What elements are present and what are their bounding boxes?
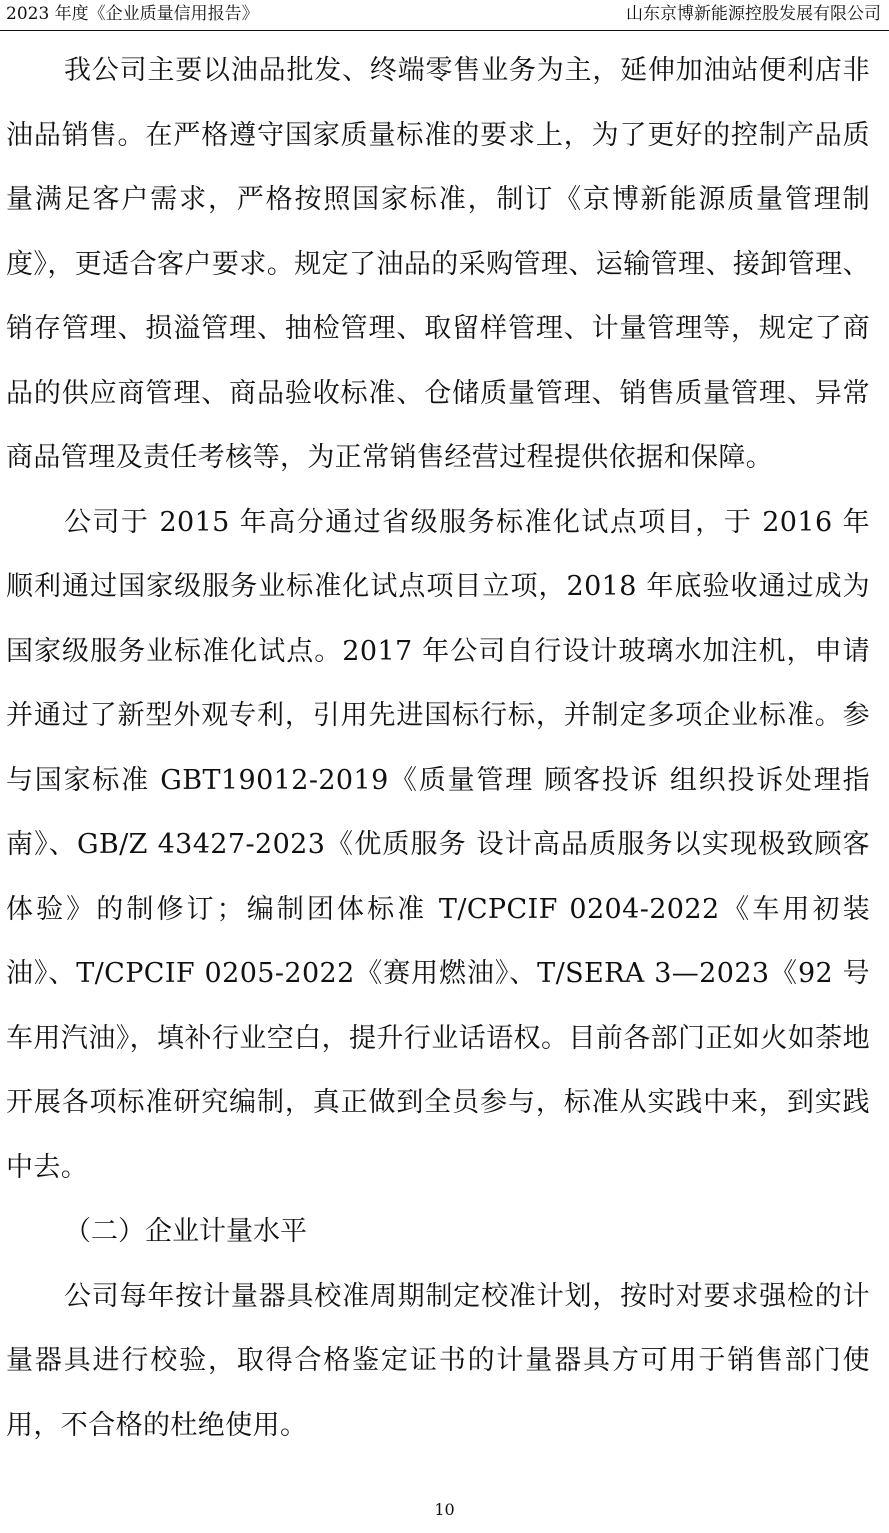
document-body (6, 39, 870, 1458)
page-header (0, 0, 889, 31)
section-heading-metrology: （二）企业计量水平 (64, 1216, 307, 1247)
page-number: 10 (434, 1500, 455, 1519)
header-report-title: 2023 年度《企业质量信用报告》 (6, 4, 259, 24)
paragraph-metrology: 公司每年按计量器具校准周期制定校准计划，按时对要求强检的计量器具进行校验，取得合格鉴定证书的计量器具方可用于销售部门使用，不合格的杜绝使用。 (6, 1280, 870, 1441)
paragraph-standardization: 公司于 2015 年高分通过省级服务标准化试点项目，于 2016 年顺利通过国家级服务业标准化试点项目立项，2018 年底验收通过成为国家级服务业标准化试点。2017 年公司自行设计玻璃水加注机，申请并通过了新型外观专利，引用先进国标行标，并制定多项企业标准。参与国家标准 GBT19012-2019《质量管理 顾客投诉 组织投诉处理指南》、GB/Z 43427-2023《优质服务 设计高品质服务以实现极致顾客体验》的制修订；编制团体标准 T/CPCIF 0204-2022《车用初装油》、T/CPCIF 0205-2022《赛用燃油》、T/SERA 3—2023《92 号车用汽油》，填补行业空白，提升行业话语权。目前各部门正如火如荼地开展各项标准研究编制，真正做到全员参与，标准从实践中来，到实践中去。 (6, 506, 870, 1183)
header-company-name: 山东京博新能源控股发展有限公司 (626, 4, 881, 24)
paragraph-quality-management: 我公司主要以油品批发、终端零售业务为主，延伸加油站便利店非油品销售。在严格遵守国家质量标准的要求上，为了更好的控制产品质量满足客户需求，严格按照国家标准，制订《京博新能源质量管理制度》，更适合客户要求。规定了油品的采购管理、运输管理、接卸管理、销存管理、损溢管理、抽检管理、取留样管理、计量管理等，规定了商品的供应商管理、商品验收标准、仓储质量管理、销售质量管理、异常商品管理及责任考核等，为正常销售经营过程提供依据和保障。 (6, 55, 870, 473)
